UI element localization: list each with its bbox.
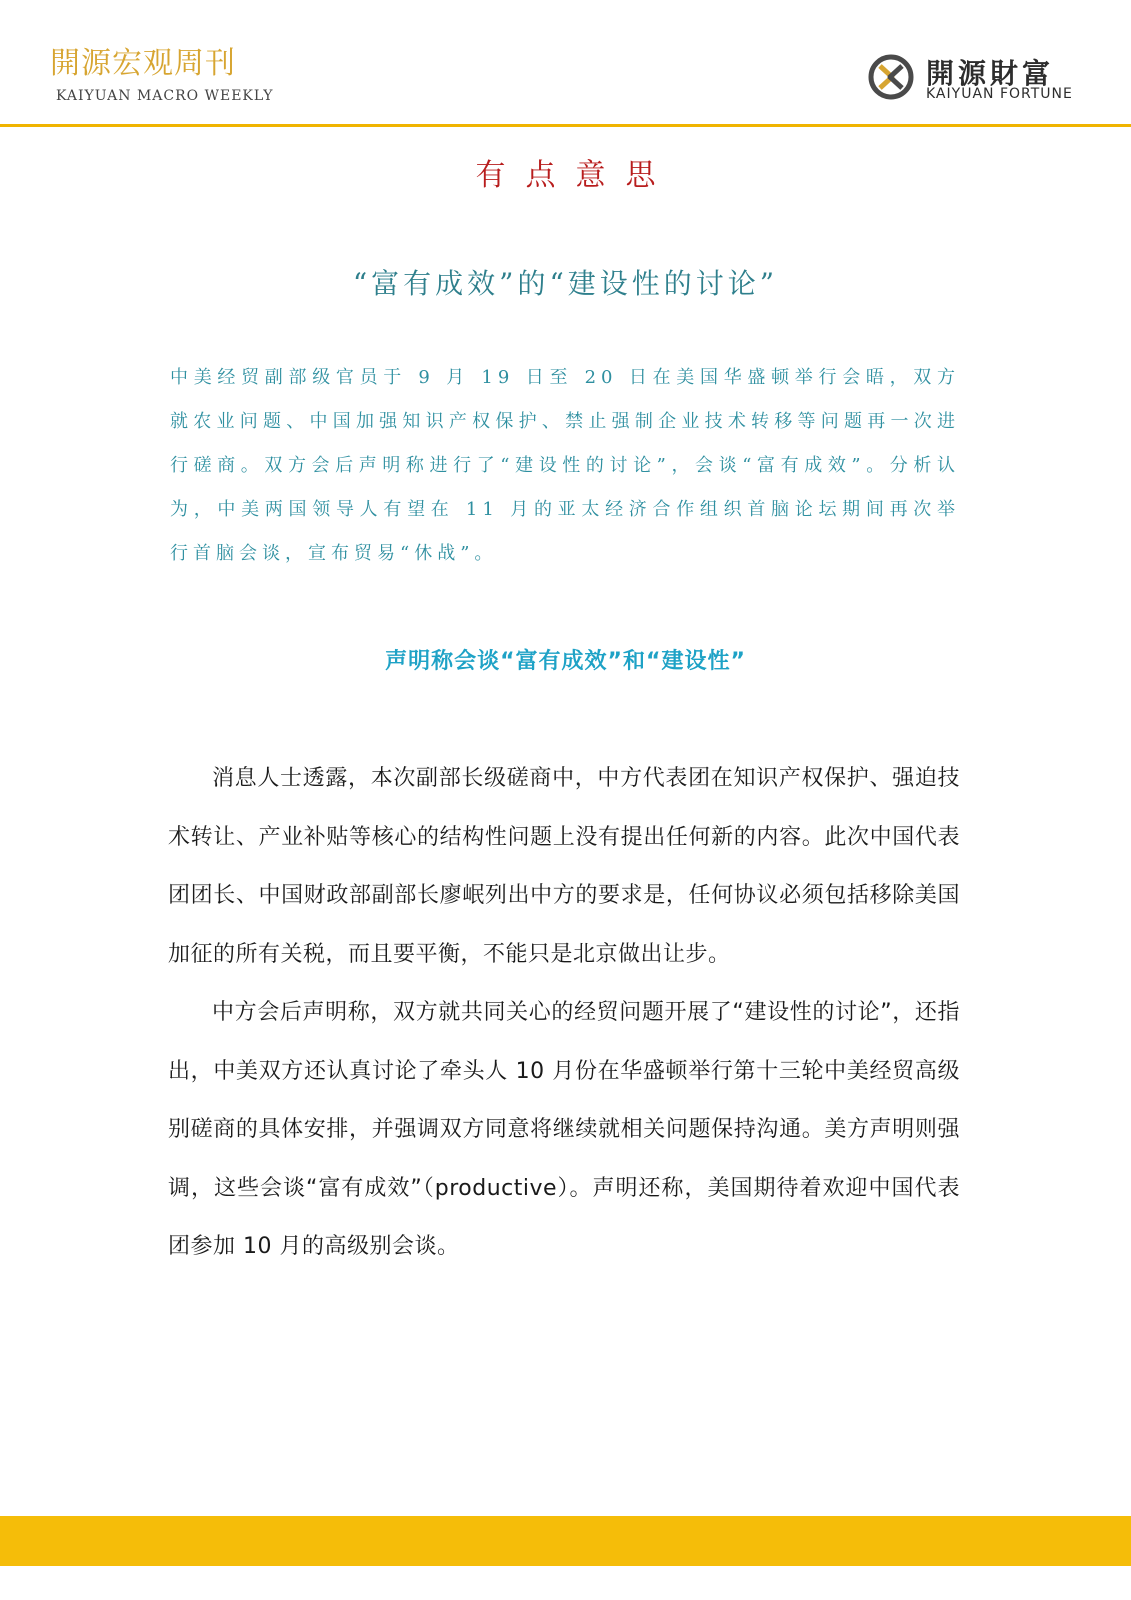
body-paragraph: 中方会后声明称，双方就共同关心的经贸问题开展了“建设性的讨论”，还指出，中美双方还认真讨论了牵头人 10 月份在华盛顿举行第十三轮中美经贸高级别磋商的具体安排，并强调双方同意将继续就相关问题保持沟通。美方声明则强调，这些会谈“富有成效”（productive）。声明还称，美国期待着欢迎中国代表团参加 10 月的高级别会谈。 bbox=[168, 1000, 960, 1259]
header-divider bbox=[0, 124, 1131, 127]
article-body bbox=[168, 750, 960, 1277]
body-paragraph: 消息人士透露，本次副部长级磋商中，中方代表团在知识产权保护、强迫技术转让、产业补贴等核心的结构性问题上没有提出任何新的内容。此次中国代表团团长、中国财政部副部长廖岷列出中方的要求是，任何协议必须包括移除美国加征的所有关税，而且要平衡，不能只是北京做出让步。 bbox=[168, 766, 960, 967]
article-title: “富有成效”的“建设性的讨论” bbox=[352, 267, 779, 300]
kaiyuan-logo-icon bbox=[866, 52, 916, 102]
page-header bbox=[0, 0, 1131, 128]
logo-english-text: KAIYUAN FORTUNE bbox=[926, 86, 1073, 102]
footer-bar bbox=[0, 1516, 1131, 1566]
company-logo bbox=[866, 52, 1086, 108]
section-title: 有点意思 bbox=[475, 158, 676, 193]
sub-heading: 声明称会谈“富有成效”和“建设性” bbox=[385, 649, 746, 674]
publication-subtitle: KAIYUAN MACRO WEEKLY bbox=[56, 88, 274, 104]
logo-chinese-text: 開源財富 bbox=[926, 57, 1055, 90]
publication-title: 開源宏观周刊 bbox=[50, 46, 236, 81]
article-summary: 中美经贸副部级官员于 9 月 19 日至 20 日在美国华盛顿举行会晤，双方就农业问题、中国加强知识产权保护、禁止强制企业技术转移等问题再一次进行磋商。双方会后声明称进行了“建设性的讨论”，会谈“富有成效”。分析认为，中美两国领导人有望在 11 月的亚太经济合作组织首脑论坛期间再次举行首脑会谈，宣布贸易“休战”。 bbox=[170, 367, 960, 564]
